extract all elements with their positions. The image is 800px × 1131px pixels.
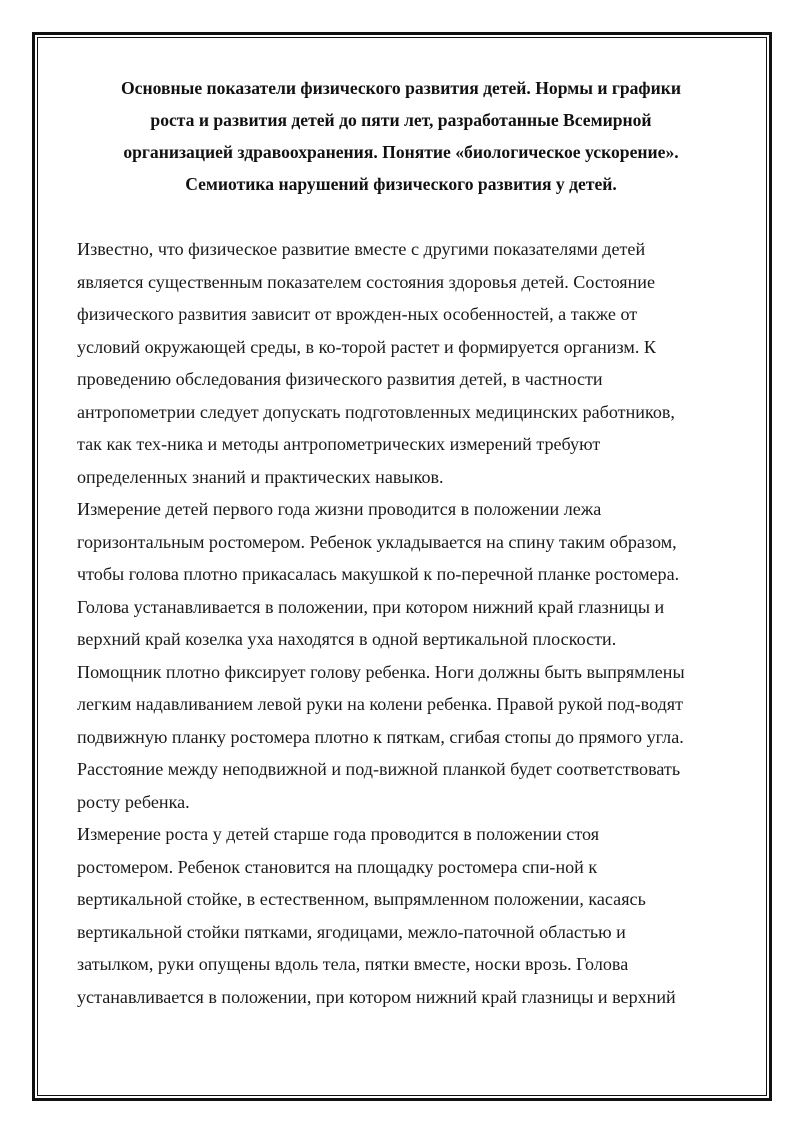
text-line: росту ребенка. (77, 791, 190, 812)
document-content (77, 72, 725, 1013)
title-line: организацией здравоохранения. Понятие «биологическое ускорение». (123, 142, 679, 162)
text-line: ростомером. Ребенок становится на площадку ростомера спи-ной к (77, 856, 598, 877)
text-line: легким надавливанием левой руки на колени ребенка. Правой рукой под-водят (77, 694, 684, 714)
text-line: верхний край козелка уха находятся в одной вертикальной плоскости. (77, 629, 617, 649)
text-line: чтобы голова плотно прикасалась макушкой к по-перечной планке ростомера. (77, 564, 680, 584)
text-line: Измерение роста у детей старше года проводится в положении стоя (77, 824, 600, 844)
text-line: Голова устанавливается в положении, при котором нижний край глазницы и (77, 596, 665, 617)
text-line: антропометрии следует допускать подготовленных медицинских работников, (77, 401, 675, 422)
text-line: физического развития зависит от врожден-ных особенностей, а также от (77, 304, 638, 324)
text-line: Расстояние между неподвижной и под-вижной планкой будет соответствовать (77, 759, 681, 779)
text-line: устанавливается в положении, при котором нижний край глазницы и верхний (77, 986, 676, 1007)
text-line: так как тех-ника и методы антропометрических измерений требуют (77, 434, 601, 454)
text-line: горизонтальным ростомером. Ребенок укладывается на спину таким образом, (77, 531, 677, 552)
text-line: Измерение детей первого года жизни проводится в положении лежа (77, 499, 602, 519)
document-title (77, 72, 725, 200)
body-text (77, 233, 725, 1013)
title-line: Семиотика нарушений физического развития у детей. (185, 174, 617, 194)
title-line: роста и развития детей до пяти лет, разработанные Всемирной (150, 110, 652, 130)
text-line: вертикальной стойке, в естественном, выпрямленном положении, касаясь (77, 889, 646, 909)
text-line: проведению обследования физического развития детей, в частности (77, 369, 603, 389)
text-line: вертикальной стойки пятками, ягодицами, межло-паточной областью и (77, 921, 626, 942)
text-line: условий окружающей среды, в ко-торой растет и формируется организм. К (77, 336, 656, 357)
title-line: Основные показатели физического развития детей. Нормы и графики (120, 78, 682, 98)
text-line: определенных знаний и практических навыков. (77, 466, 444, 487)
text-line: подвижную планку ростомера плотно к пяткам, сгибая стопы до прямого угла. (77, 726, 684, 747)
text-line: Известно, что физическое развитие вместе с другими показателями детей (77, 239, 646, 259)
text-line: является существенным показателем состояния здоровья детей. Состояние (77, 271, 655, 292)
text-line: Помощник плотно фиксирует голову ребенка. Ноги должны быть выпрямлены (77, 661, 685, 682)
text-line: затылком, руки опущены вдоль тела, пятки вместе, носки врозь. Голова (77, 954, 629, 974)
